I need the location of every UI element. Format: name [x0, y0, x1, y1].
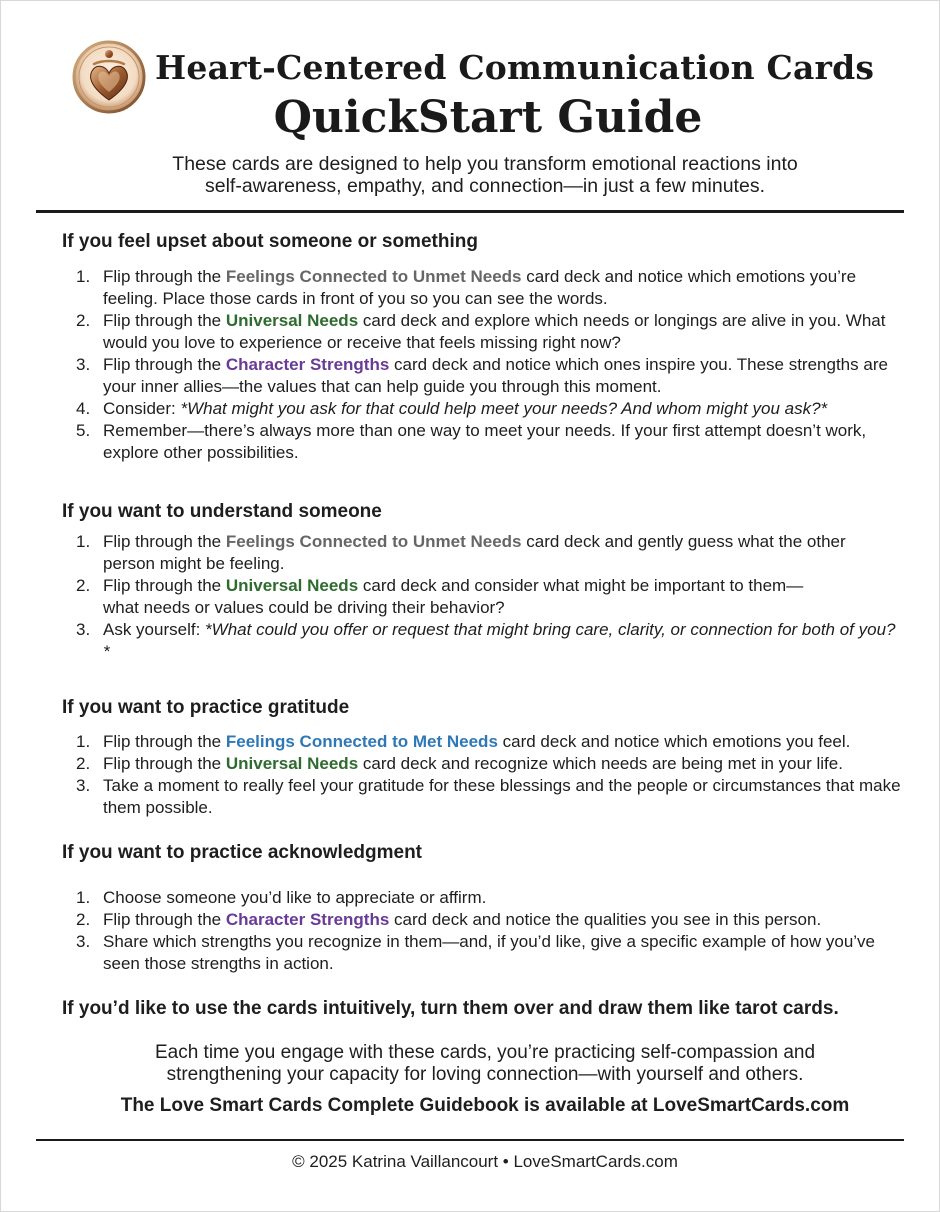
closing-line: Each time you engage with these cards, you’re practicing self-compassion and: [154, 1042, 816, 1063]
deck-name-unmet: Feelings Connected to Unmet Needs: [225, 267, 522, 286]
intro-line: These cards are designed to help you transform emotional reactions into: [172, 153, 798, 175]
guidebook-note: The Love Smart Cards Complete Guidebook is available at LoveSmartCards.com: [120, 1095, 850, 1116]
step-text: Consider:: [103, 399, 181, 418]
step-text: card deck and notice the qualities you see in this person.: [389, 910, 822, 929]
step-list: [62, 266, 902, 464]
step-text: card deck and notice which ones inspire you. These strengths are your inner allies—the values that can help guide you through this moment.: [103, 355, 888, 396]
copyright-footer: © 2025 Katrina Vaillancourt • LoveSmartCards.com: [292, 1152, 678, 1171]
deck-name-met: Feelings Connected to Met Needs: [225, 732, 498, 751]
list-item: [62, 354, 902, 398]
deck-name-needs: Universal Needs: [225, 311, 359, 330]
list-item: [62, 909, 902, 931]
footer-divider: [36, 1139, 904, 1141]
step-text: Flip through the: [103, 732, 226, 751]
header-divider: [36, 210, 904, 213]
closing-text: [60, 1042, 910, 1086]
step-text: Remember—there’s always more than one way to meet your needs. If your first attempt doesn’t work, explore other possibilities.: [103, 421, 867, 462]
step-text: Flip through the: [103, 311, 226, 330]
list-item: [62, 731, 902, 753]
section-upset: [62, 230, 902, 464]
intuitive-tip: If you’d like to use the cards intuitively, turn them over and draw them like tarot cards.: [62, 998, 839, 1019]
list-number: 3.: [76, 932, 91, 951]
step-list: [62, 531, 902, 663]
page-title: Heart-Centered Communication Cards: [155, 48, 875, 87]
step-text: Choose someone you’d like to appreciate or affirm.: [103, 888, 487, 907]
step-text: card deck and recognize which needs are being met in your life.: [358, 754, 843, 773]
list-number: 1.: [76, 888, 91, 907]
deck-name-needs: Universal Needs: [225, 754, 359, 773]
list-number: 3.: [76, 355, 91, 374]
step-text: Flip through the: [103, 532, 226, 551]
step-text: Flip through the: [103, 754, 226, 773]
section-heading: If you want to understand someone: [62, 501, 382, 522]
list-number: 1.: [76, 532, 91, 551]
step-text: card deck and consider what might be important to them—what needs or values could be driving their behavior?: [103, 576, 804, 617]
deck-name-strengths: Character Strengths: [225, 910, 390, 929]
section-understand: [62, 500, 902, 663]
step-text: Flip through the: [103, 910, 226, 929]
list-item: [62, 931, 902, 975]
list-item: [62, 619, 902, 663]
list-number: 2.: [76, 311, 91, 330]
closing-line: strengthening your capacity for loving connection—with yourself and others.: [166, 1064, 804, 1085]
step-text: Flip through the: [103, 576, 226, 595]
step-text: Take a moment to really feel your gratitude for these blessings and the people or circumstances that make them possible.: [103, 776, 901, 817]
step-text: card deck and explore which needs or longings are alive in you. What would you love to experience or receive that feels missing right now?: [103, 311, 886, 352]
step-list: [62, 887, 902, 975]
list-item: [62, 575, 902, 619]
section-heading: If you want to practice gratitude: [62, 697, 350, 718]
step-text: card deck and notice which emotions you feel.: [497, 732, 851, 751]
list-number: 2.: [76, 754, 91, 773]
step-list: [62, 731, 902, 819]
step-text: Flip through the: [103, 267, 226, 286]
page-subtitle: QuickStart Guide: [273, 92, 703, 143]
step-question: *What might you ask for that could help meet your needs? And whom might you ask?*: [180, 399, 828, 418]
intro-line: self-awareness, empathy, and connection—in just a few minutes.: [204, 175, 765, 197]
intro-text: [60, 153, 910, 197]
list-item: [62, 266, 902, 310]
list-item: [62, 753, 902, 775]
section-gratitude: [62, 696, 902, 819]
list-number: 5.: [76, 421, 91, 440]
list-number: 1.: [76, 732, 91, 751]
list-number: 2.: [76, 576, 91, 595]
deck-name-strengths: Character Strengths: [225, 355, 390, 374]
deck-name-unmet: Feelings Connected to Unmet Needs: [225, 532, 522, 551]
step-text: Flip through the: [103, 355, 226, 374]
step-text: card deck and gently guess what the other person might be feeling.: [103, 532, 846, 573]
step-text: Share which strengths you recognize in them—and, if you’d like, give a specific example of how you’ve seen those strengths in action.: [103, 932, 876, 973]
list-item: [62, 887, 902, 909]
list-item: [62, 310, 902, 354]
section-acknowledgment: [62, 841, 902, 975]
list-item: [62, 531, 902, 575]
section-heading: If you feel upset about someone or something: [62, 231, 478, 252]
step-text: card deck and notice which emotions you’re feeling. Place those cards in front of you so you can see the words.: [103, 267, 857, 308]
list-number: 2.: [76, 910, 91, 929]
list-item: [62, 420, 902, 464]
list-number: 4.: [76, 399, 91, 418]
section-heading: If you want to practice acknowledgment: [62, 842, 423, 863]
header: [0, 38, 940, 148]
list-number: 1.: [76, 267, 91, 286]
list-number: 3.: [76, 776, 91, 795]
list-item: [62, 398, 902, 420]
list-number: 3.: [76, 620, 91, 639]
deck-name-needs: Universal Needs: [225, 576, 359, 595]
step-question: *What could you offer or request that might bring care, clarity, or connection for both of you?*: [103, 620, 896, 661]
list-item: [62, 775, 902, 819]
step-text: Ask yourself:: [103, 620, 206, 639]
